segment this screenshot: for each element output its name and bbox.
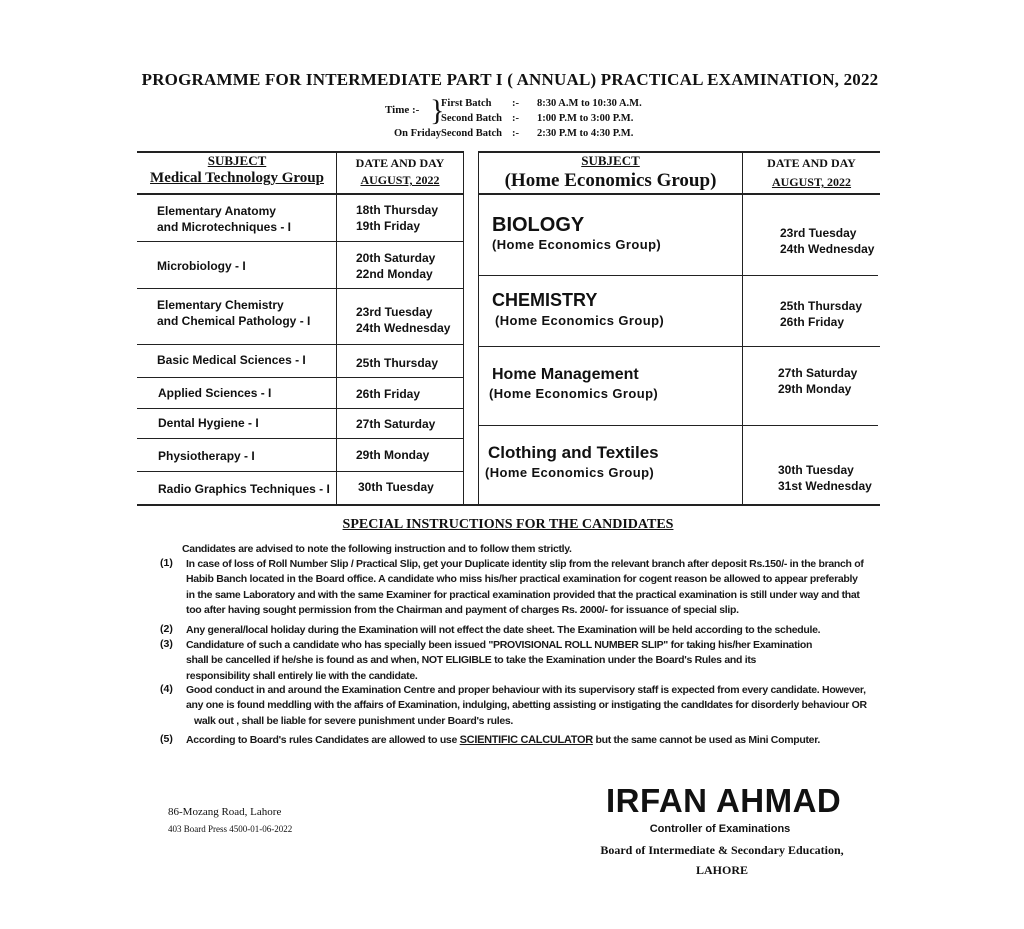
right-date-header: DATE AND DAY AUGUST, 2022 bbox=[767, 156, 856, 189]
instruction-4-number: (4) bbox=[160, 683, 173, 695]
board-city: LAHORE bbox=[695, 863, 748, 877]
instructions-intro: Candidates are advised to note the following instruction and to follow them strictly. bbox=[182, 543, 572, 555]
left-row-2-date: 20th Saturday 22nd Monday bbox=[356, 251, 436, 281]
instruction-5-number: (5) bbox=[160, 733, 173, 745]
right-row-2-date: 25th Thursday 26th Friday bbox=[780, 299, 863, 329]
left-row-3-date: 23rd Tuesday 24th Wednesday bbox=[356, 305, 451, 335]
right-row-1-subject: BIOLOGY (Home Economics Group) bbox=[492, 214, 662, 252]
right-subject-header: SUBJECT (Home Economics Group) bbox=[504, 153, 717, 191]
instruction-5-text: According to Board's rules Candidates are allowed to use SCIENTIFIC CALCULATOR but the same cannot be used as Mini Computer. bbox=[186, 734, 821, 746]
left-date-header: DATE AND DAY AUGUST, 2022 bbox=[355, 156, 445, 187]
time-label: Time :- bbox=[385, 104, 420, 116]
left-row-5-subject: Applied Sciences - I bbox=[158, 386, 272, 400]
instruction-1-text: In case of loss of Roll Number Slip / Practical Slip, get your Duplicate identity slip from the relevant branch after deposit Rs.150/- in the branch of Habib Banch located in the Board office. A candidate who miss his/her practical examination for cogent reason be allowed to appear preferably in the same Laboratory and with the same Examiner for practical examination provided that the practical examination is still under way and that too after having sought permission from the Chairman and payment of charges Rs. 2000/- for issuance of special slip. bbox=[186, 558, 864, 616]
signatory-designation: Controller of Examinations bbox=[649, 823, 791, 835]
time-brace: } bbox=[430, 94, 445, 127]
instruction-2-text: Any general/local holiday during the Examination will not effect the date sheet. The Examination will be held according to the schedule. bbox=[186, 624, 821, 636]
page-title: PROGRAMME FOR INTERMEDIATE PART I ( ANNUAL) PRACTICAL EXAMINATION, 2022 bbox=[141, 70, 879, 89]
instruction-4-text: Good conduct in and around the Examination Centre and proper behaviour with its supervisory staff is expected from every candidate. However, any one is found meddling with the affairs of Examination, indulging, abetting assisting or instigating the candIdates for disorderly behaviour OR walk out , shall be liable for severe punishment under Board's rules. bbox=[186, 684, 867, 727]
left-row-7-subject: Physiotherapy - I bbox=[158, 449, 255, 463]
board-address: 86-Mozang Road, Lahore bbox=[168, 806, 282, 818]
board-name: Board of Intermediate & Secondary Education, bbox=[600, 843, 844, 857]
calculator-highlight: SCIENTIFIC CALCULATOR bbox=[459, 734, 593, 746]
left-row-2-subject: Microbiology - I bbox=[157, 259, 246, 273]
left-row-5-date: 26th Friday bbox=[356, 387, 421, 401]
instruction-2-number: (2) bbox=[160, 623, 173, 635]
instruction-3-text: Candidature of such a candidate who has specially been issued "PROVISIONAL ROLL NUMBER SLIP" for taking his/her Examination shall be cancelled if he/she is found as and when, NOT ELIGIBLE to take the Examination under the Board's Rules and its responsibility shall entirely lie with the candidate. bbox=[186, 639, 813, 682]
left-row-7-date: 29th Monday bbox=[356, 448, 430, 462]
instruction-1-number: (1) bbox=[160, 557, 173, 569]
left-row-3-subject: Elementary Chemistry and Chemical Pathology - I bbox=[157, 298, 311, 328]
instructions-title: SPECIAL INSTRUCTIONS FOR THE CANDIDATES bbox=[342, 517, 674, 532]
right-row-4-date: 30th Tuesday 31st Wednesday bbox=[778, 463, 872, 493]
right-row-4-subject: Clothing and Textiles (Home Economics Group) bbox=[485, 443, 659, 480]
left-row-1-subject: Elementary Anatomy and Microtechniques - I bbox=[157, 204, 292, 234]
left-subject-header: SUBJECT Medical Technology Group bbox=[150, 153, 324, 186]
press-info: 403 Board Press 4500-01-06-2022 bbox=[168, 824, 293, 834]
left-row-8-subject: Radio Graphics Techniques - I bbox=[158, 482, 330, 496]
left-row-6-date: 27th Saturday bbox=[356, 417, 436, 431]
left-row-1-date: 18th Thursday 19th Friday bbox=[356, 203, 439, 233]
right-row-3-date: 27th Saturday 29th Monday bbox=[778, 366, 858, 396]
right-row-2-subject: CHEMISTRY (Home Economics Group) bbox=[492, 290, 665, 328]
left-row-4-date: 25th Thursday bbox=[356, 356, 439, 370]
right-row-1-date: 23rd Tuesday 24th Wednesday bbox=[780, 226, 875, 256]
left-row-4-subject: Basic Medical Sciences - I bbox=[157, 353, 306, 367]
signatory-name: IRFAN AHMAD bbox=[606, 782, 842, 819]
right-row-3-subject: Home Management (Home Economics Group) bbox=[489, 366, 659, 401]
left-row-8-date: 30th Tuesday bbox=[358, 480, 434, 494]
instruction-3-number: (3) bbox=[160, 638, 173, 650]
left-row-6-subject: Dental Hygiene - I bbox=[158, 416, 259, 430]
